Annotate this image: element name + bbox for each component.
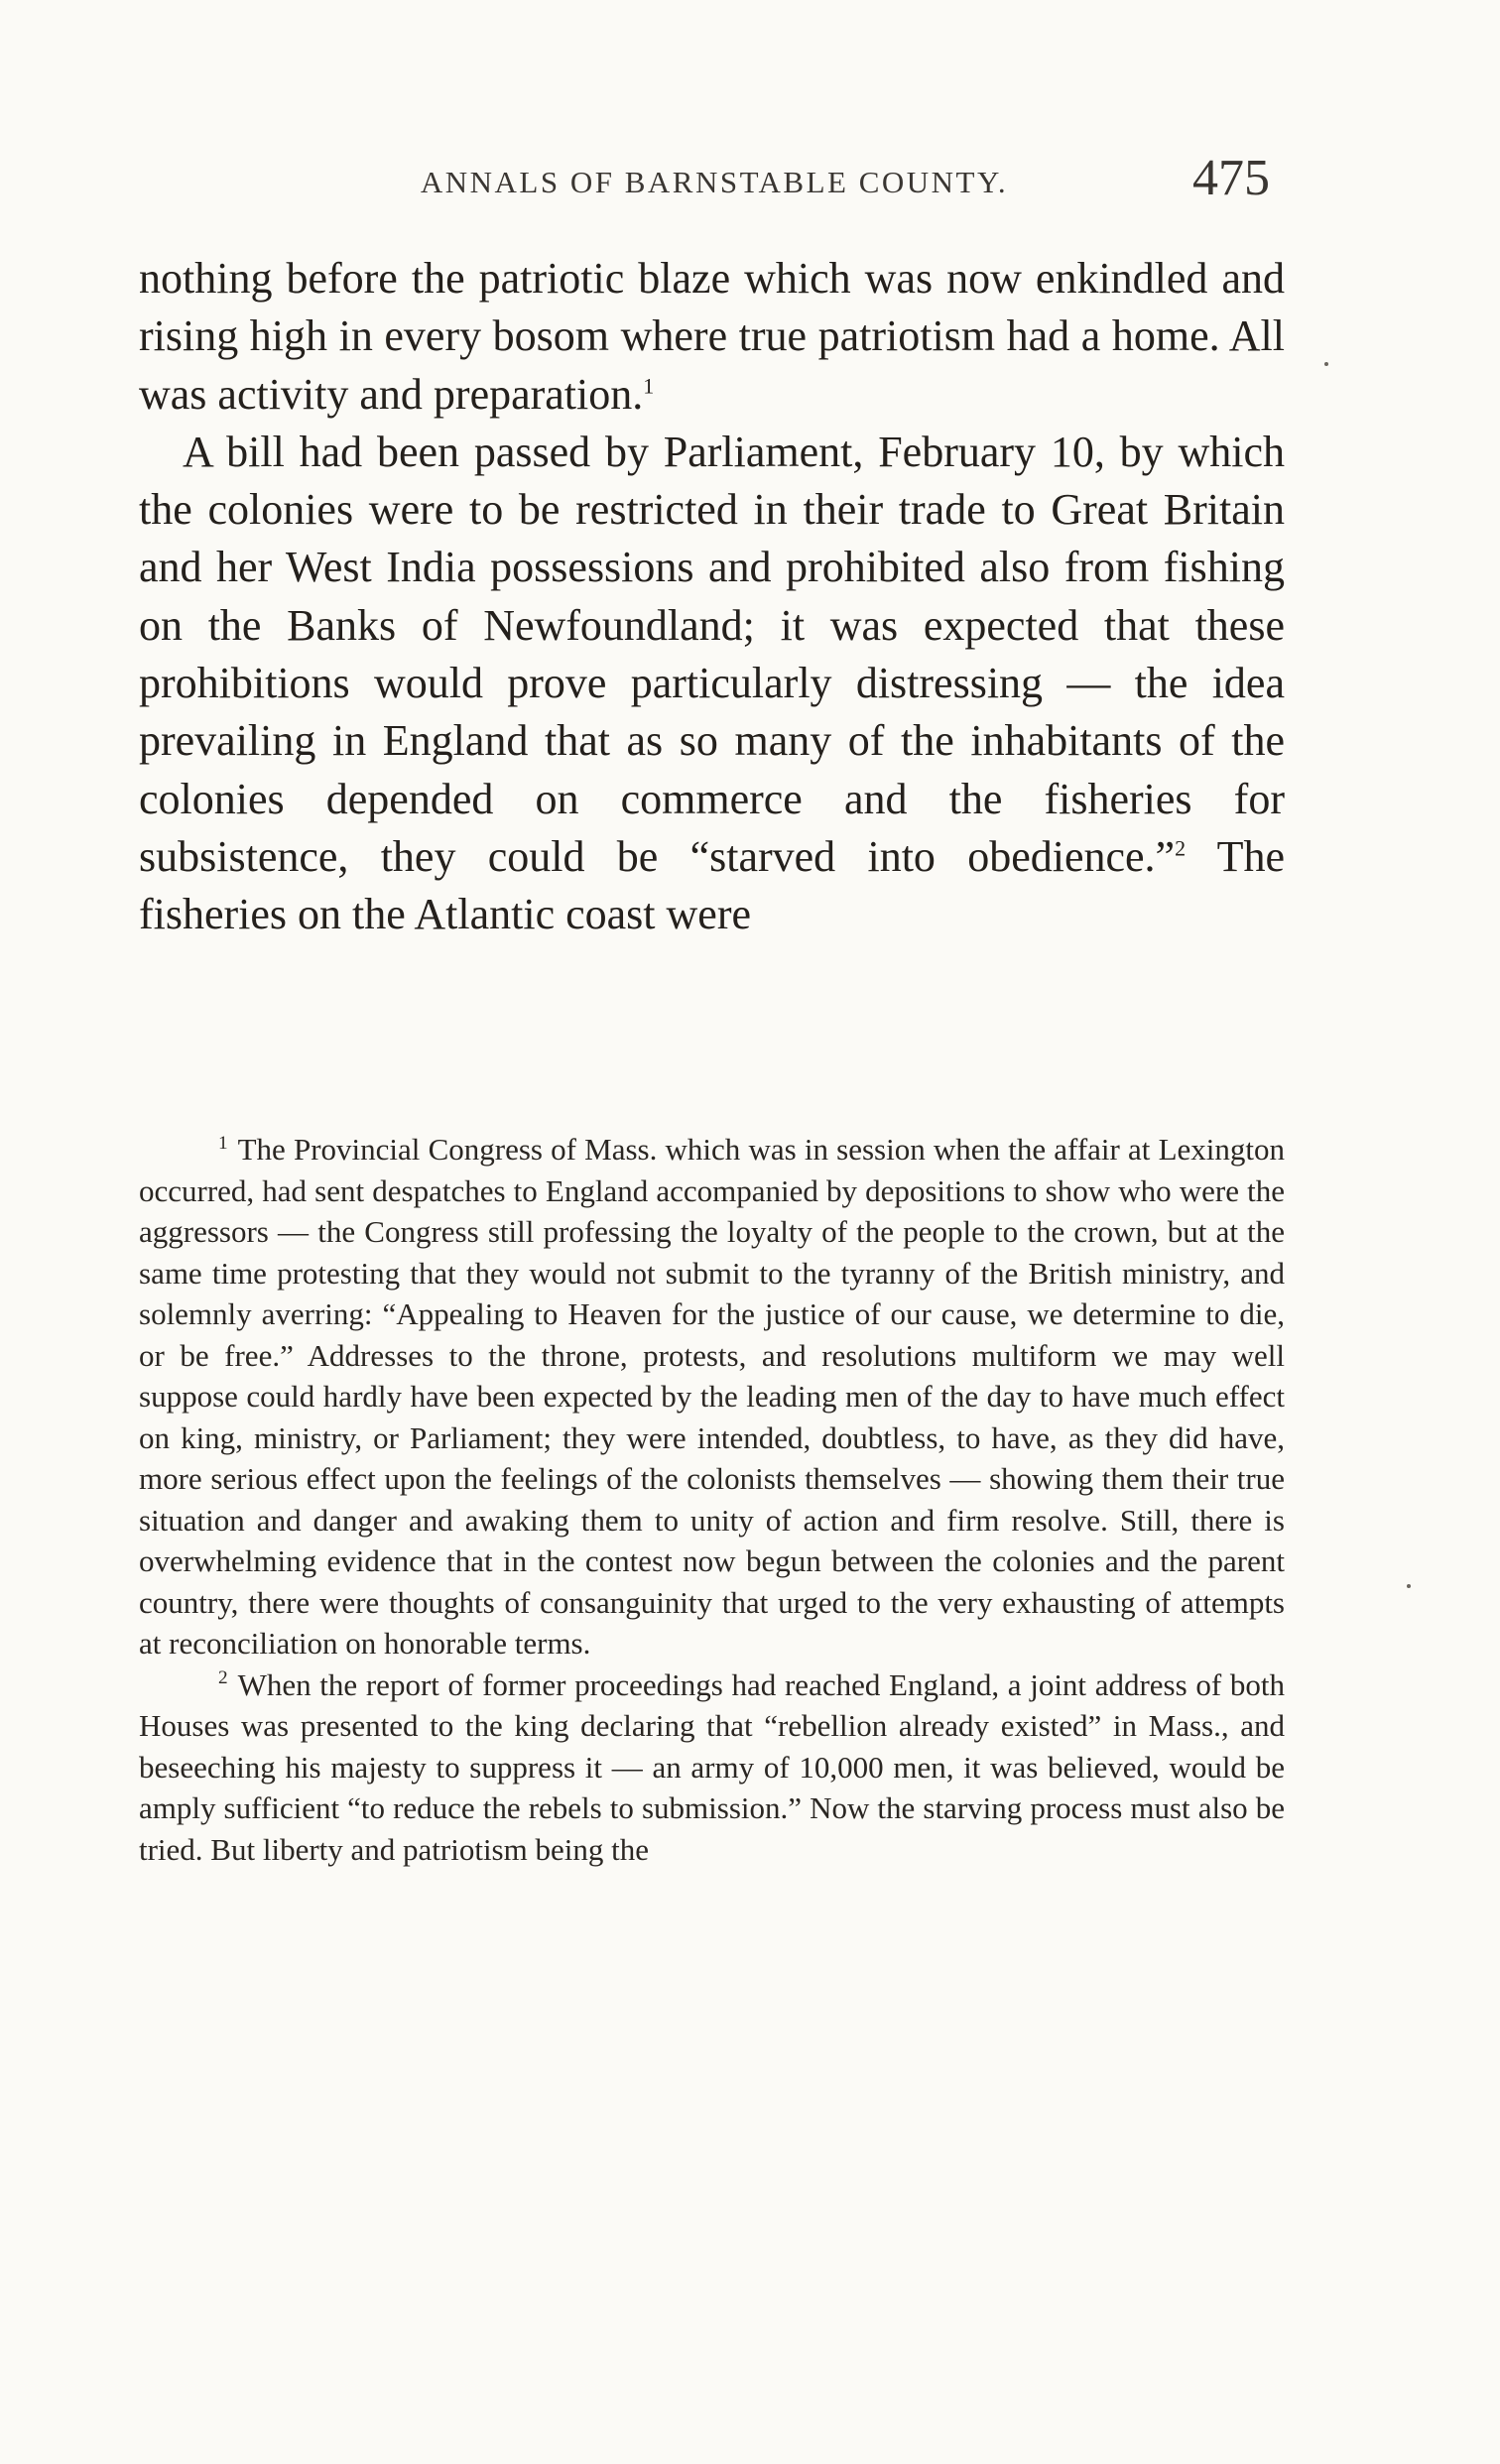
footnote-text: The Provincial Congress of Mass. which was in session when the affair at Lexington occurred, had sent despatches to England accompanied by depositions to show who were the aggressors — the Congress still professing the loyalty of the people to the crown, but at the same time protesting that they would not submit to the tyranny of the British ministry, and solemnly averring: “Appealing to Heaven for the justice of our cause, we determine to die, or be free.” Addresses to the throne, protests, and resolutions multiform we may well suppose could hardly have been expected by the leading men of the day to have much effect on king, ministry, or Parliament; they were intended, doubtless, to have, as they did have, more serious effect upon the feelings of the colonists themselves — showing them their true situation and danger and awaking them to unity of action and firm resolve. Still, there is overwhelming evidence that in the contest now begun between the colonies and the parent country, there were thoughts of consanguinity that urged to the very exhausting of attempts at reconciliation on honorable terms.	[139, 1132, 1285, 1661]
paper-speck	[1407, 1584, 1411, 1588]
footnotes	[139, 1129, 1285, 1870]
footnote-reference: 1	[643, 372, 655, 398]
paragraph-text: A bill had been passed by Parliament, February 10, by which the colonies were to be restricted in their trade to Great Britain and her West India possessions and prohibited also from fishing on the Banks of Newfoundland; it was expected that these prohibitions would prove particularly distressing — the idea prevailing in England that as so many of the inhabitants of the colonies depended on commerce and the fisheries for subsistence, they could be “starved into obedience.”	[139, 427, 1285, 881]
running-head	[139, 149, 1290, 208]
paragraph-text: nothing before the patriotic blaze which was now enkindled and rising high in every bosom where true patriotism had a home. All was activity and preparation.	[139, 254, 1285, 419]
footnote: 2 When the report of former proceedings had reached England, a joint address of both Houses was presented to the king declaring that “rebellion already existed” in Mass., and beseeching his majesty to suppress it — an army of 10,000 men, it was believed, would be amply sufficient “to reduce the rebels to submission.” Now the starving process must also be tried. But liberty and patriotism being the	[139, 1666, 1285, 1867]
paragraph	[139, 250, 1285, 424]
footnote: 1 The Provincial Congress of Mass. which was in session when the affair at Lexington occurred, had sent despatches to England accompanied by depositions to show who were the aggressors — the Congress still professing the loyalty of the people to the crown, but at the same time protesting that they would not submit to the tyranny of the British ministry, and solemnly averring: “Appealing to Heaven for the justice of our cause, we determine to die, or be free.” Addresses to the throne, protests, and resolutions multiform we may well suppose could hardly have been expected by the leading men of the day to have much effect on king, ministry, or Parliament; they were intended, doubtless, to have, as they did have, more serious effect upon the feelings of the colonists themselves — showing them their true situation and danger and awaking them to unity of action and firm resolve. Still, there is overwhelming evidence that in the contest now begun between the colonies and the parent country, there were thoughts of consanguinity that urged to the very exhausting of attempts at reconciliation on honorable terms.	[139, 1132, 1285, 1661]
page-number: 475	[1192, 150, 1270, 206]
paragraph-text: The fisheries on the Atlantic coast were	[139, 831, 1285, 939]
body-text	[139, 250, 1285, 944]
footnote-reference: 2	[1175, 835, 1187, 861]
footnote-text: When the report of former proceedings had reached England, a joint address of both Houses was presented to the king declaring that “rebellion already existed” in Mass., and beseeching his majesty to suppress it — an army of 10,000 men, it was believed, would be amply sufficient “to reduce the rebels to submission.” Now the starving process must also be tried. But liberty and patriotism being the	[139, 1666, 1285, 1867]
paragraph	[139, 424, 1285, 944]
running-title: ANNALS OF BARNSTABLE COUNTY.	[420, 165, 1009, 199]
paper-speck	[1324, 362, 1328, 366]
